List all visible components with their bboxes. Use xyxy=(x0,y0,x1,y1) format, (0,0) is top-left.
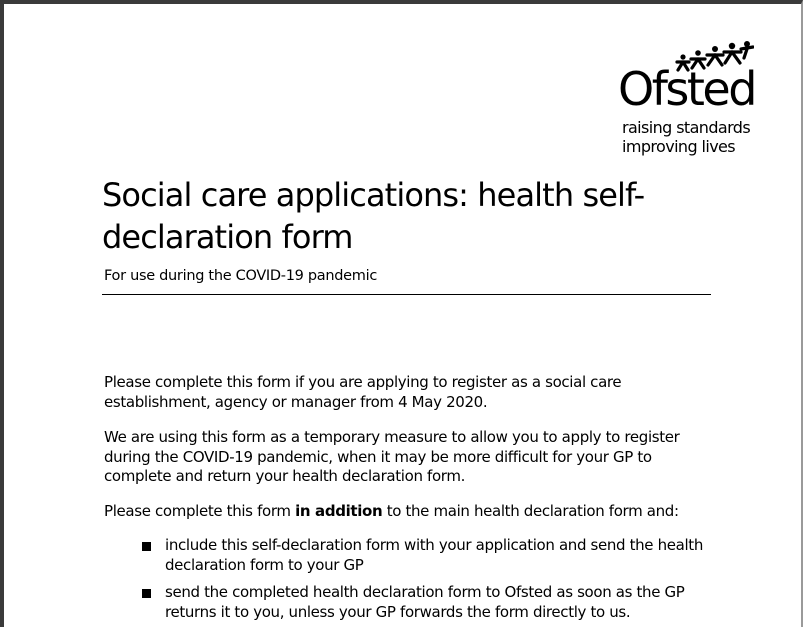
list-item-text: send the completed health declaration form to Ofsted as soon as the GP returns it to you, unless your GP forwards the form directly to us. xyxy=(165,583,685,621)
square-bullet-icon xyxy=(142,589,151,598)
square-bullet-icon xyxy=(142,542,151,551)
document-subtitle: For use during the COVID-19 pandemic xyxy=(104,268,377,284)
intro-paragraph: Please complete this form if you are applying to register as a social care establishment, agency or manager from 4 May 2020. xyxy=(104,373,622,411)
ofsted-logo xyxy=(616,40,766,162)
logo-tagline-line1: raising standards xyxy=(622,118,751,137)
title-divider xyxy=(102,294,711,295)
instructions-text-end: to the main health declaration form and: xyxy=(382,502,679,520)
instructions-text-start: Please complete this form xyxy=(104,502,296,520)
temporary-measure-paragraph: We are using this form as a temporary measure to allow you to apply to register during the COVID-19 pandemic, when it may be more difficult for your GP to complete and return your health declaration form. xyxy=(104,428,680,485)
logo-tagline-line2: improving lives xyxy=(622,137,736,156)
logo-wordmark: Ofsted xyxy=(618,62,755,116)
instructions-paragraph xyxy=(104,502,704,522)
list-item-text: include this self-declaration form with your application and send the health declaration form to your GP xyxy=(165,536,703,574)
document-title: Social care applications: health self-declaration form xyxy=(102,176,645,256)
instructions-emphasis: in addition xyxy=(295,502,383,520)
